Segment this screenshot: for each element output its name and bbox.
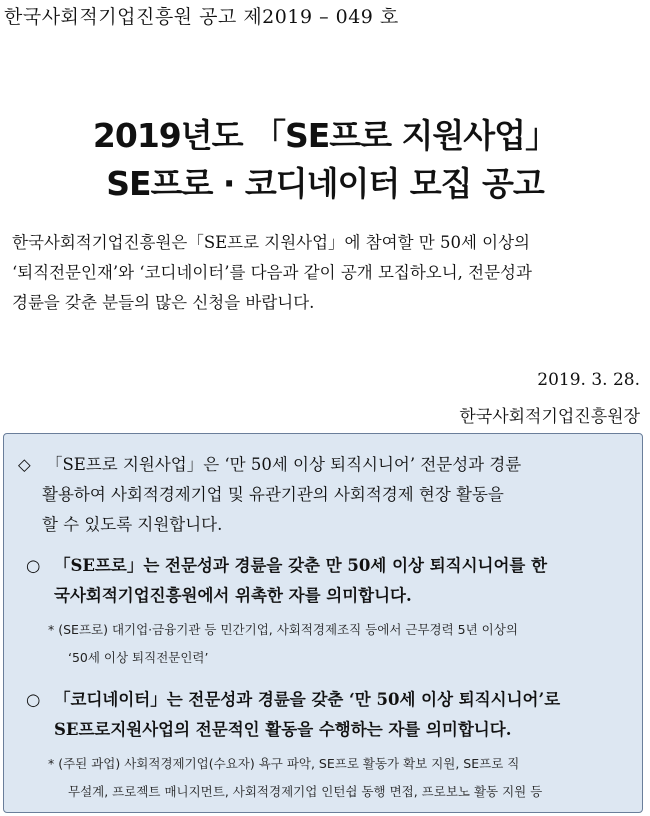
summary-box [3,433,643,813]
intro-line: 한국사회적기업진흥원은「SE프로 지원사업」에 참여할 만 50세 이상의 [12,233,530,252]
title-line-2: SE프로 · 코디네이터 모집 공고 [106,164,544,203]
issuer-name: 한국사회적기업진흥원장 [459,407,640,427]
diamond-icon: ◇ [18,455,31,474]
title-line-1: 2019년도 「SE프로 지원사업」 [92,116,558,155]
item-line: 「SE프로」는 전문성과 경륜을 갖춘 만 50세 이상 퇴직시니어를 한 [54,556,548,575]
circle-icon: ○ [26,556,41,575]
summary-item-coordinator [26,685,638,745]
intro-line: 경륜을 갖춘 분들의 많은 신청을 바랍니다. [12,293,315,312]
item-line: 국사회적기업진흥원에서 위촉한 자를 의미합니다. [54,586,412,605]
note-line: (SE프로) 대기업·금융기관 등 민간기업, 사회적경제조직 등에서 근무경력 5년 이상의 [58,622,518,637]
notice-number: 한국사회적기업진흥원 공고 제2019 – 049 호 [4,6,399,28]
summary-item-program [18,450,638,540]
note-se-pro [48,616,638,672]
note-line: (주된 과업) 사회적경제기업(수요자) 욕구 파악, SE프로 활동가 확보 지원, SE프로 직 [58,756,520,771]
circle-icon: ○ [26,690,41,709]
summary-item-se-pro [26,551,638,611]
note-marker: * [48,622,55,637]
item-line: 활용하여 사회적경제기업 및 유관기관의 사회적경제 현장 활동을 [42,485,504,504]
item-line: SE프로지원사업의 전문적인 활동을 수행하는 자를 의미합니다. [54,720,512,739]
note-coordinator [48,750,638,806]
note-marker: * [48,756,55,771]
item-line: 「코디네이터」는 전문성과 경륜을 갖춘 ‘만 50세 이상 퇴직시니어’로 [54,690,561,709]
note-line: ‘50세 이상 퇴직전문인력’ [68,650,209,665]
item-line: 할 수 있도록 지원합니다. [42,515,223,534]
notice-date: 2019. 3. 28. [537,370,640,390]
intro-line: ‘퇴직전문인재’와 ‘코디네이터’를 다음과 같이 공개 모집하오니, 전문성과 [12,263,532,282]
item-line: 「SE프로 지원사업」은 ‘만 50세 이상 퇴직시니어’ 전문성과 경륜 [46,455,522,474]
intro-paragraph [12,228,642,318]
note-line: 무설계, 프로젝트 매니지먼트, 사회적경제기업 인턴쉽 동행 면접, 프로보노 활동 지원 등 [68,784,543,799]
